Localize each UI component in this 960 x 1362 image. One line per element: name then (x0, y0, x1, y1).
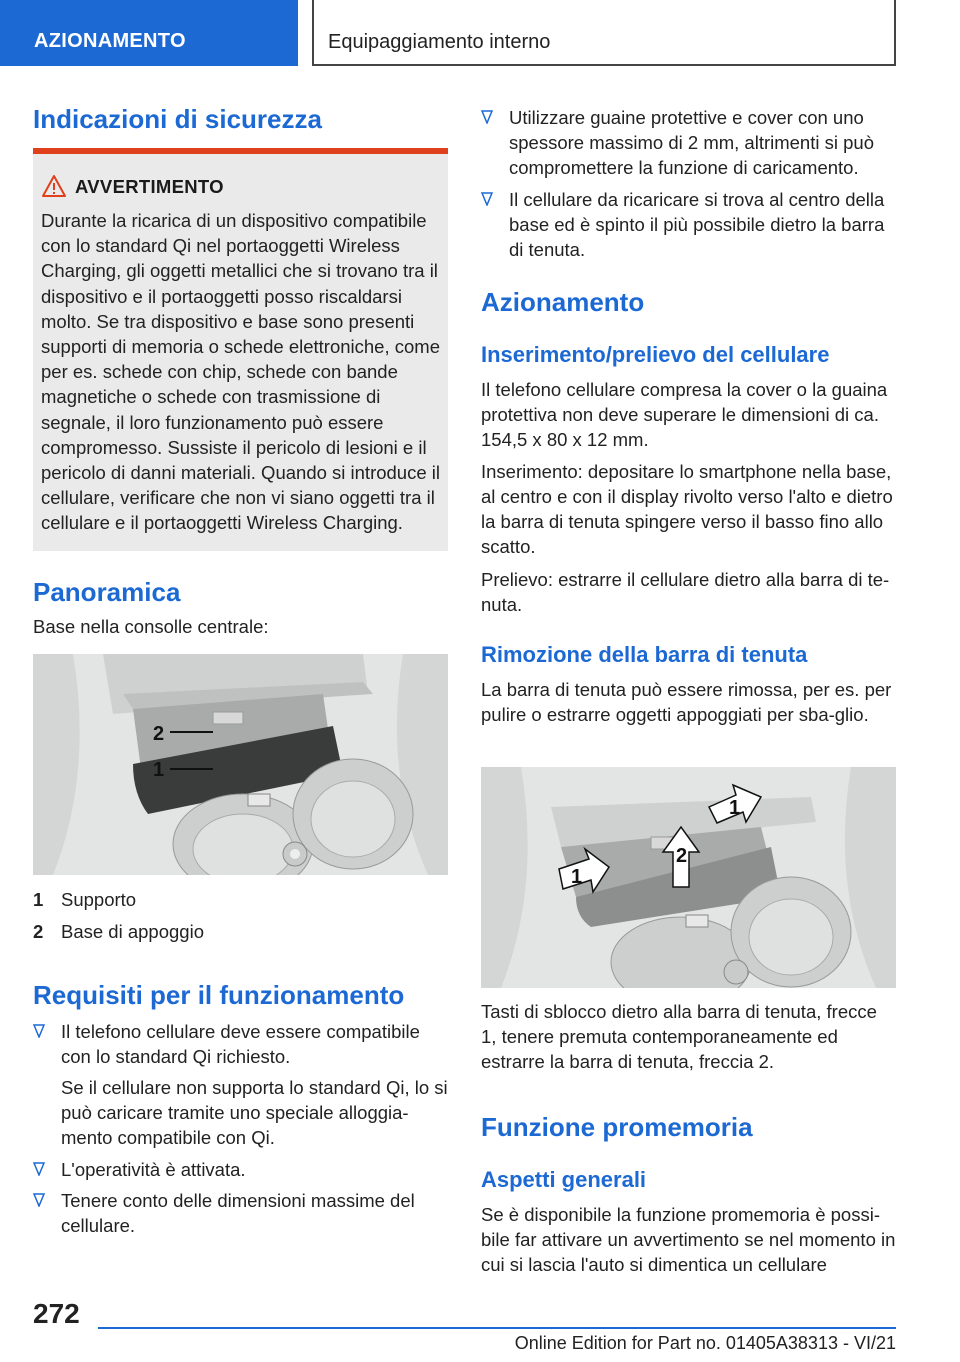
footer-divider (98, 1327, 896, 1329)
subsection-label: Equipaggiamento interno (328, 31, 551, 53)
requirements-heading: Requisiti per il funzionamento (33, 980, 405, 1010)
reminder-heading: Funzione promemoria (481, 1112, 753, 1142)
bullet-triangle-icon (481, 110, 493, 124)
figure-label-2: 2 (676, 845, 688, 867)
warning-title: AVVERTIMENTO (75, 176, 224, 197)
insert-heading: Inserimento/prelievo del cellulare (481, 342, 830, 367)
page-header (0, 0, 960, 66)
legend-text: Base di appoggio (61, 921, 204, 942)
figure-label-1: 1 (729, 797, 741, 819)
requirement-note: Se il cellulare non supporta lo standard Qi, lo si può caricare tramite uno speciale alloggia-mento compatibile con Qi. (61, 1077, 448, 1148)
requirement-text: Il cellulare da ricaricare si trova al centro della base ed è spinto il più possibile dietro la barra di tenuta. (509, 189, 885, 260)
bullet-triangle-icon (33, 1193, 45, 1207)
console-base-figure (33, 654, 448, 875)
reminder-subheading: Aspetti generali (481, 1167, 647, 1192)
warning-triangle-icon (41, 174, 67, 198)
bullet-triangle-icon (481, 192, 493, 206)
removal-caption: Tasti di sblocco dietro alla barra di tenuta, frecce 1, tenere premuta contemporaneamente ed estrarre la barra di tenuta, freccia 2. (481, 1001, 877, 1072)
requirement-item (481, 187, 896, 263)
removal-illustration (481, 767, 896, 988)
legend-item (33, 889, 448, 913)
requirement-item (33, 1188, 448, 1240)
footer-edition: Online Edition for Part no. 01405A38313 - VI/21 (514, 1333, 896, 1353)
safety-heading: Indicazioni di sicurezza (33, 104, 322, 134)
legend-text: Supporto (61, 889, 137, 910)
requirement-text: Il telefono cellulare deve essere compatibile con lo standard Qi richiesto. (61, 1021, 420, 1067)
requirement-text: Tenere conto delle dimensioni massime del cellulare. (61, 1190, 415, 1236)
legend-item (33, 921, 448, 945)
section-tab: AZIONAMENTO (0, 0, 298, 66)
insert-paragraph-1: Il telefono cellulare compresa la cover o la guaina protettiva non deve superare le dimensioni di ca. 154,5 x 80 x 12 mm. (481, 379, 888, 450)
requirement-item (33, 1157, 448, 1183)
page-number: 272 (33, 1298, 80, 1329)
subsection-tab (312, 0, 896, 66)
bullet-triangle-icon (33, 1162, 45, 1176)
requirement-item (481, 105, 896, 181)
requirement-text: Utilizzare guaine protettive e cover con uno spessore massimo di 2 mm, altrimenti si può compromettere la funzione di caricamento. (509, 107, 874, 178)
removal-paragraph: La barra di tenuta può essere rimossa, per es. per pulire o estrarre oggetti appoggiati per sba-glio. (481, 679, 892, 725)
figure-label-1: 1 (571, 866, 583, 888)
requirement-text: L'operatività è attivata. (61, 1159, 246, 1180)
insert-paragraph-3: Prelievo: estrarre il cellulare dietro alla barra di te-nuta. (481, 569, 890, 615)
bullet-triangle-icon (33, 1024, 45, 1038)
figure-label-2: 2 (153, 723, 165, 745)
warning-box (33, 148, 448, 551)
insert-paragraph-2: Inserimento: depositare lo smartphone nella base, al centro e con il display rivolto verso l'alto e dietro la barra di tenuta spingere verso il basso fino allo scatto. (481, 461, 893, 557)
removal-figure (481, 767, 896, 988)
warning-text: Durante la ricarica di un dispositivo compatibile con lo standard Qi nel portaoggetti Wireless Charging, gli oggetti metallici che si trovano tra il dispositivo e il portaoggetti posso riscaldarsi molto. Se tra dispositivo e base sono presenti supporti di memoria o schede elettroniche, come per es. schede con chip, schede con bande magnetiche o schede con trasmissione di segnale, il loro funzionamento può essere compromesso. Sussiste il pericolo di lesioni e il pericolo di danni materiali. Quando si introduce il cellulare, verificare che non vi siano oggetti tra il cellulare e il portaoggetti Wireless Charging. (41, 210, 440, 534)
overview-intro: Base nella consolle centrale: (33, 616, 269, 637)
removal-heading: Rimozione della barra di tenuta (481, 642, 808, 667)
console-base-illustration (33, 654, 448, 875)
figure-label-1: 1 (153, 759, 165, 781)
reminder-text: Se è disponibile la funzione promemoria è possi-bile far attivare un avvertimento se nel momento in cui si lascia l'auto si dimentica un cellulare (481, 1204, 896, 1275)
legend-number: 1 (33, 889, 44, 910)
operation-heading: Azionamento (481, 287, 645, 317)
legend-number: 2 (33, 921, 44, 942)
overview-heading: Panoramica (33, 577, 181, 607)
requirement-item (33, 1019, 448, 1169)
